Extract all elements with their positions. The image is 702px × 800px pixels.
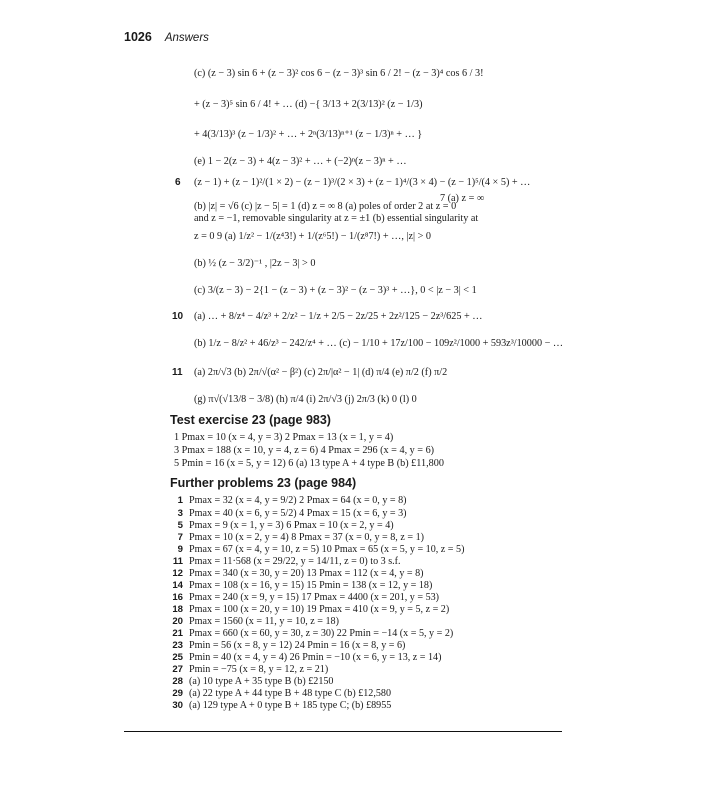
problem-line <box>170 616 339 627</box>
problem-text: Pmax = 10 (x = 2, y = 4) 8 Pmax = 37 (x = 0, y = 8, z = 1) <box>189 532 424 543</box>
problem-number: 18 <box>172 604 183 615</box>
q11-number: 11 <box>172 367 183 378</box>
q6-line4: z = 0 9 (a) 1/z² − 1/(z⁴3!) + 1/(z⁶5!) − 1/(z⁸7!) + …, |z| > 0 <box>194 231 431 242</box>
q10-line1: (a) … + 8/z⁴ − 4/z³ + 2/z² − 1/z + 2/5 − 2z/25 + 2z²/125 − 2z³/625 + … <box>194 311 483 322</box>
problem-text: Pmax = 32 (x = 4, y = 9/2) 2 Pmax = 64 (x = 0, y = 8) <box>189 495 407 506</box>
problem-text: Pmax = 40 (x = 6, y = 5/2) 4 Pmax = 15 (x = 6, y = 3) <box>189 508 407 519</box>
problem-number: 27 <box>172 664 183 675</box>
problem-number: 30 <box>172 700 183 711</box>
further-problems-heading: Further problems 23 (page 984) <box>170 476 357 490</box>
problem-number: 1 <box>177 495 183 506</box>
problem-line <box>170 688 391 699</box>
problem-line <box>170 568 424 579</box>
problem-text: (a) 10 type A + 35 type B (b) £2150 <box>189 676 334 687</box>
q6-line3: and z = −1, removable singularity at z = ±1 (b) essential singularity at <box>194 213 479 224</box>
test-line: 5 Pmin = 16 (x = 5, y = 12) 6 (a) 13 type A + 4 type B (b) £11,800 <box>174 458 444 469</box>
problem-line <box>170 520 394 531</box>
q10-line2: (b) 1/z − 8/z² + 46/z³ − 242/z⁴ + … (c) − 1/10 + 17z/100 − 109z²/1000 + 593z³/10000 − … <box>194 338 564 349</box>
page-header <box>124 30 209 45</box>
problem-number: 14 <box>172 580 183 591</box>
q6-line6: (c) 3/(z − 3) − 2{1 − (z − 3) + (z − 3)² − (z − 3)³ + …}, 0 < |z − 3| < 1 <box>194 285 477 296</box>
page-number: 1026 <box>124 30 152 44</box>
problem-line <box>170 580 432 591</box>
problem-number: 23 <box>172 640 183 651</box>
problem-text: (a) 22 type A + 44 type B + 48 type C (b) £12,580 <box>189 688 392 699</box>
problem-line <box>170 532 424 543</box>
q7-answer: 7 (a) z = ∞ <box>440 193 485 204</box>
q5-e-line: (e) 1 − 2(z − 3) + 4(z − 3)² + … + (−2)ⁿ(z − 3)ⁿ + … <box>194 156 407 167</box>
section-title: Answers <box>164 32 209 44</box>
problem-number: 29 <box>172 688 183 699</box>
problem-number: 7 <box>177 532 183 543</box>
problem-line <box>170 495 407 506</box>
problem-text: Pmax = 100 (x = 20, y = 10) 19 Pmax = 410 (x = 9, y = 5, z = 2) <box>189 604 450 615</box>
problem-text: Pmax = 11·568 (x = 29/22, y = 14/11, z = 0) to 3 s.f. <box>189 556 401 567</box>
problem-text: Pmax = 108 (x = 16, y = 15) 15 Pmin = 138 (x = 12, y = 18) <box>189 580 433 591</box>
problem-line <box>170 700 391 711</box>
problem-line <box>170 640 405 651</box>
q6-line1: (z − 1) + (z − 1)²/(1 × 2) − (z − 1)³/(2 × 3) + (z − 1)⁴/(3 × 4) − (z − 1)⁵/(4 × 5) + … <box>194 177 531 188</box>
problem-number: 3 <box>177 508 183 519</box>
problem-line <box>170 604 449 615</box>
q5-c-line1: (c) (z − 3) sin 6 + (z − 3)² cos 6 − (z − 3)³ sin 6 / 2! − (z − 3)⁴ cos 6 / 3! <box>194 68 484 79</box>
problem-number: 21 <box>172 628 183 639</box>
problem-text: Pmax = 9 (x = 1, y = 3) 6 Pmax = 10 (x = 2, y = 4) <box>189 520 394 531</box>
problem-text: Pmin = 40 (x = 4, y = 4) 26 Pmin = −10 (x = 6, y = 13, z = 14) <box>189 652 442 663</box>
problem-line <box>170 556 401 567</box>
q6-line2: (b) |z| = √6 (c) |z − 5| = 1 (d) z = ∞ 8 (a) poles of order 2 at z = 0 <box>194 201 457 212</box>
problem-text: Pmin = 56 (x = 8, y = 12) 24 Pmin = 16 (x = 8, y = 6) <box>189 640 406 651</box>
q10-number: 10 <box>172 311 184 322</box>
q11-line2: (g) π√(√13/8 − 3/8) (h) π/4 (i) 2π/√3 (j) 2π/3 (k) 0 (l) 0 <box>194 394 417 405</box>
test-line: 3 Pmax = 188 (x = 10, y = 4, z = 6) 4 Pmax = 296 (x = 4, y = 6) <box>174 445 435 456</box>
problem-number: 5 <box>177 520 183 531</box>
problem-number: 28 <box>172 676 183 687</box>
problem-line <box>170 628 453 639</box>
problem-text: Pmin = −75 (x = 8, y = 12, z = 21) <box>189 664 329 675</box>
q5-c-line2: + (z − 3)⁵ sin 6 / 4! + … (d) −{ 3/13 + 2(3/13)² (z − 1/3) <box>194 99 423 110</box>
problem-line <box>170 652 441 663</box>
problem-text: Pmax = 1560 (x = 11, y = 10, z = 18) <box>189 616 339 627</box>
problem-text: Pmax = 67 (x = 4, y = 10, z = 5) 10 Pmax = 65 (x = 5, y = 10, z = 5) <box>189 544 465 555</box>
q11-line1: (a) 2π/√3 (b) 2π/√(α² − β²) (c) 2π/|α² − 1| (d) π/4 (e) π/2 (f) π/2 <box>194 367 448 378</box>
problem-line <box>170 592 439 603</box>
problem-number: 11 <box>172 556 183 567</box>
problem-number: 16 <box>172 592 183 603</box>
problem-text: (a) 129 type A + 0 type B + 185 type C; (b) £8955 <box>189 700 392 711</box>
problem-number: 12 <box>172 568 183 579</box>
problem-text: Pmax = 660 (x = 60, y = 30, z = 30) 22 Pmin = −14 (x = 5, y = 2) <box>189 628 454 639</box>
problem-number: 9 <box>177 544 183 555</box>
problem-line <box>170 508 407 519</box>
problem-text: Pmax = 340 (x = 30, y = 20) 13 Pmax = 112 (x = 4, y = 8) <box>189 568 424 579</box>
q6-number: 6 <box>175 177 181 188</box>
test-line: 1 Pmax = 10 (x = 4, y = 3) 2 Pmax = 13 (x = 1, y = 4) <box>174 432 394 443</box>
q5-c-line3: + 4(3/13)³ (z − 1/3)² + … + 2ⁿ(3/13)ⁿ⁺¹ (z − 1/3)ⁿ + … } <box>194 129 423 140</box>
bottom-rule <box>124 731 562 732</box>
problem-number: 20 <box>172 616 183 627</box>
problem-line <box>170 544 464 555</box>
q6-line5: (b) ½ (z − 3/2)⁻¹ , |2z − 3| > 0 <box>194 258 316 269</box>
problem-number: 25 <box>172 652 183 663</box>
problem-line <box>170 676 333 687</box>
test-exercise-heading: Test exercise 23 (page 983) <box>170 413 331 427</box>
problem-line <box>170 664 328 675</box>
problem-text: Pmax = 240 (x = 9, y = 15) 17 Pmax = 4400 (x = 201, y = 53) <box>189 592 440 603</box>
